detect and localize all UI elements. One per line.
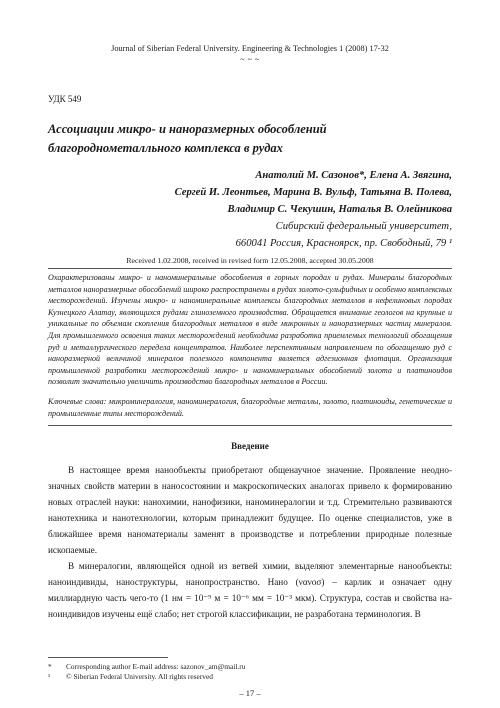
- page-number: – 17 –: [239, 688, 261, 698]
- authors-line: Владимир С. Чекушин, Наталья В. Олейникова: [227, 204, 452, 215]
- footnote-copyright-text: © Siberian Federal University. All rights reserved: [66, 672, 213, 681]
- affiliation-line: Сибирский федеральный университет,: [275, 221, 452, 232]
- abstract-top-rule: [48, 268, 452, 269]
- article-title: [48, 120, 448, 158]
- affiliation-line: 660041 Россия, Красноярск, пр. Свободный, 79 ¹: [235, 238, 452, 249]
- intro-paragraph: В настоящее время нанообъекты приобретают общенаучное значение. Проявление неоднозначных свойств материи в наносостоянии и макроскопических аналогах привело к формированию новых отраслей науки: нанохимии, нанофизики, наноминералогии и т.д. Стремительно развиваются нанотехника и нанотехнологии, которым принадлежит будущее. По оценке специалистов, уже в ближайшее время наноматериалы заменят в производстве и потреблении природные полезные ископаемые.: [48, 465, 452, 555]
- received-dates: Received 1.02.2008, received in revised form 12.05.2008, accepted 30.05.2008: [126, 256, 374, 265]
- header-separator: ~ ~ ~: [240, 55, 260, 64]
- footnote-email-text: Corresponding author E-mail address: sazonov_am@mail.ru: [66, 662, 246, 671]
- section-heading: Введение: [231, 441, 269, 451]
- title-line: благороднометалльного комплекса в рудах: [48, 141, 283, 155]
- intro-paragraph: В минералогии, являющейся одной из ветвей химии, выделяют элементарные нанообъекты: наноиндивиды, наноструктуры, нанопространство. Нано (νανοσ) – карлик и означает одну миллиардную часть чего-то (1 нм = 10⁻⁹ м = 10⁻⁶ мм = 10⁻³ мкм). Структура, состав и свойства наноиндивидов изучены ещё слабо; нет строгой классификации, не разработана терминология. В: [48, 561, 452, 619]
- journal-header: Journal of Siberian Federal University. Engineering & Technologies 1 (2008) 17-32: [111, 44, 389, 53]
- abstract-text: Охарактеризованы микро- и наноминеральные обособления в горных породах и рудах. Минералы благородных металлов наноразмерные обособлений широко распространены в рудах золото-сульфидных и особенно комплексных месторождений. Изучены микро- и наноминеральные комплексы благородных металлов в нефелиновых породах Кузнецкого Алатау, являющихся рудами глиноземного производства. Обращается внимание геологов на крупные и уникальные по объемам скопления благородных металлов в виде микронных и наноразмерных частиц минералов. Для промышленного освоения таких месторождений необходима разработка приемлемых технологий обогащения руд и металлургического передела концентратов. Наиболее перспективным направлением по обогащению руд с наноразмерной величиной минералов полезного компонента является адгезионная флотация. Организация промышленной разработки месторождений микро- и наноминеральных обособлений золота и платиноидов позволит значительно увеличить производство благородных металлов в России.: [48, 273, 452, 387]
- udk-code: УДК 549: [48, 94, 82, 104]
- intro-body: [48, 462, 452, 622]
- footnote-corresponding: [48, 662, 245, 671]
- title-line: Ассоциации микро- и наноразмерных обособлений: [48, 122, 327, 136]
- author-list: [42, 167, 452, 218]
- keywords-text: Ключевые слова: микроминералогия, наноминералогия, благородные металлы, золото, платиноиды, генетические и промышленные типы месторождений.: [48, 397, 452, 418]
- authors-line: Сергей И. Леонтьев, Марина В. Вульф, Татьяна В. Полева,: [174, 187, 452, 198]
- footnote-rule: [48, 657, 168, 658]
- footnote-mark: *: [48, 662, 52, 671]
- footnote-copyright: [48, 672, 213, 681]
- affiliation: [42, 218, 452, 252]
- footnote-mark: ¹: [48, 672, 51, 681]
- abstract-bottom-rule: [48, 425, 452, 426]
- authors-line: Анатолий М. Сазонов*, Елена А. Звягина,: [255, 170, 452, 181]
